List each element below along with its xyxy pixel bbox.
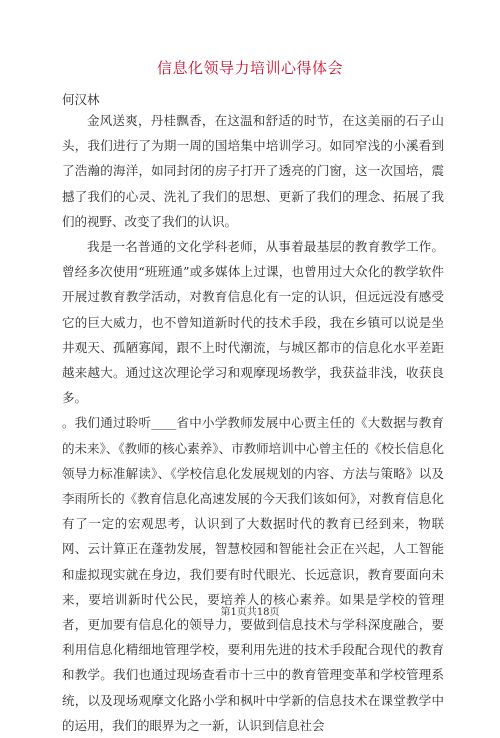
paragraph: 。我们通过聆听____省中小学教师发展中心贾主任的《大数据与教育的未来》、《教师的核心素养》、市教师培训中心曾主任的《校长信息化领导力标准解读》、《学校信息化发展规划的内容、方法与策略》以及李雨所长的《教育信息化高速发展的今天我们该如何》，对教育信息化有了一定的宏观思考，认识到了大数据时代的教育已经到来，物联网、云计算正在蓬勃发展，智慧校园和智能社会正在兴起，人工智能和虚拟现实就在身边，我们要有时代眼光、长远意识，教育要面向未来，要培训新时代公民，要培养人的核心素养。如果是学校的管理者，更加要有信息化的领导力，要做到信息技术与学科深度融合，要利用信息化精细地管理学校，要利用先进的技术手段配合现代的教育和教学。我们也通过现场查看市十三中的教育管理变革和学校管理系统，以及现场观摩文化路小学和枫叶中学新的信息技术在课堂教学中的运用，我们的眼界为之一新，认识到信息社会 [62, 415, 444, 733]
paragraph: 我是一名普通的文化学科老师，从事着最基层的教育教学工作。曾经多次使用“班班通”或多媒体上过课，也曾用过大众化的教学软件开展过教育教学活动，对教育信息化有一定的认识，但远远没有感受它的巨大威力，也不曾知道新时代的技术手段，我在乡镇可以说是坐井观天、孤陋寡闻，跟不上时代潮流，与城区都市的信息化水平差距越来越大。通过这次理论学习和观摩现场教学，我获益非浅，收获良多。 [62, 239, 444, 406]
page-number-footer: 第1页共18页 [220, 607, 280, 618]
author-name: 何汉林 [62, 92, 100, 107]
paragraph: 金风送爽，丹桂飘香，在这温和舒适的时节，在这美丽的石子山头，我们进行了为期一周的国培集中培训学习。如同窄浅的小溪看到了浩瀚的海洋，如同封闭的房子打开了透亮的门窗，这一次国培，震撼了我们的心灵、洗礼了我们的思想、更新了我们的理念、拓展了我们的视野、改变了我们的认识。 [62, 113, 444, 229]
document-body [62, 108, 444, 738]
document-title: 信息化领导力培训心得体会 [156, 59, 343, 77]
